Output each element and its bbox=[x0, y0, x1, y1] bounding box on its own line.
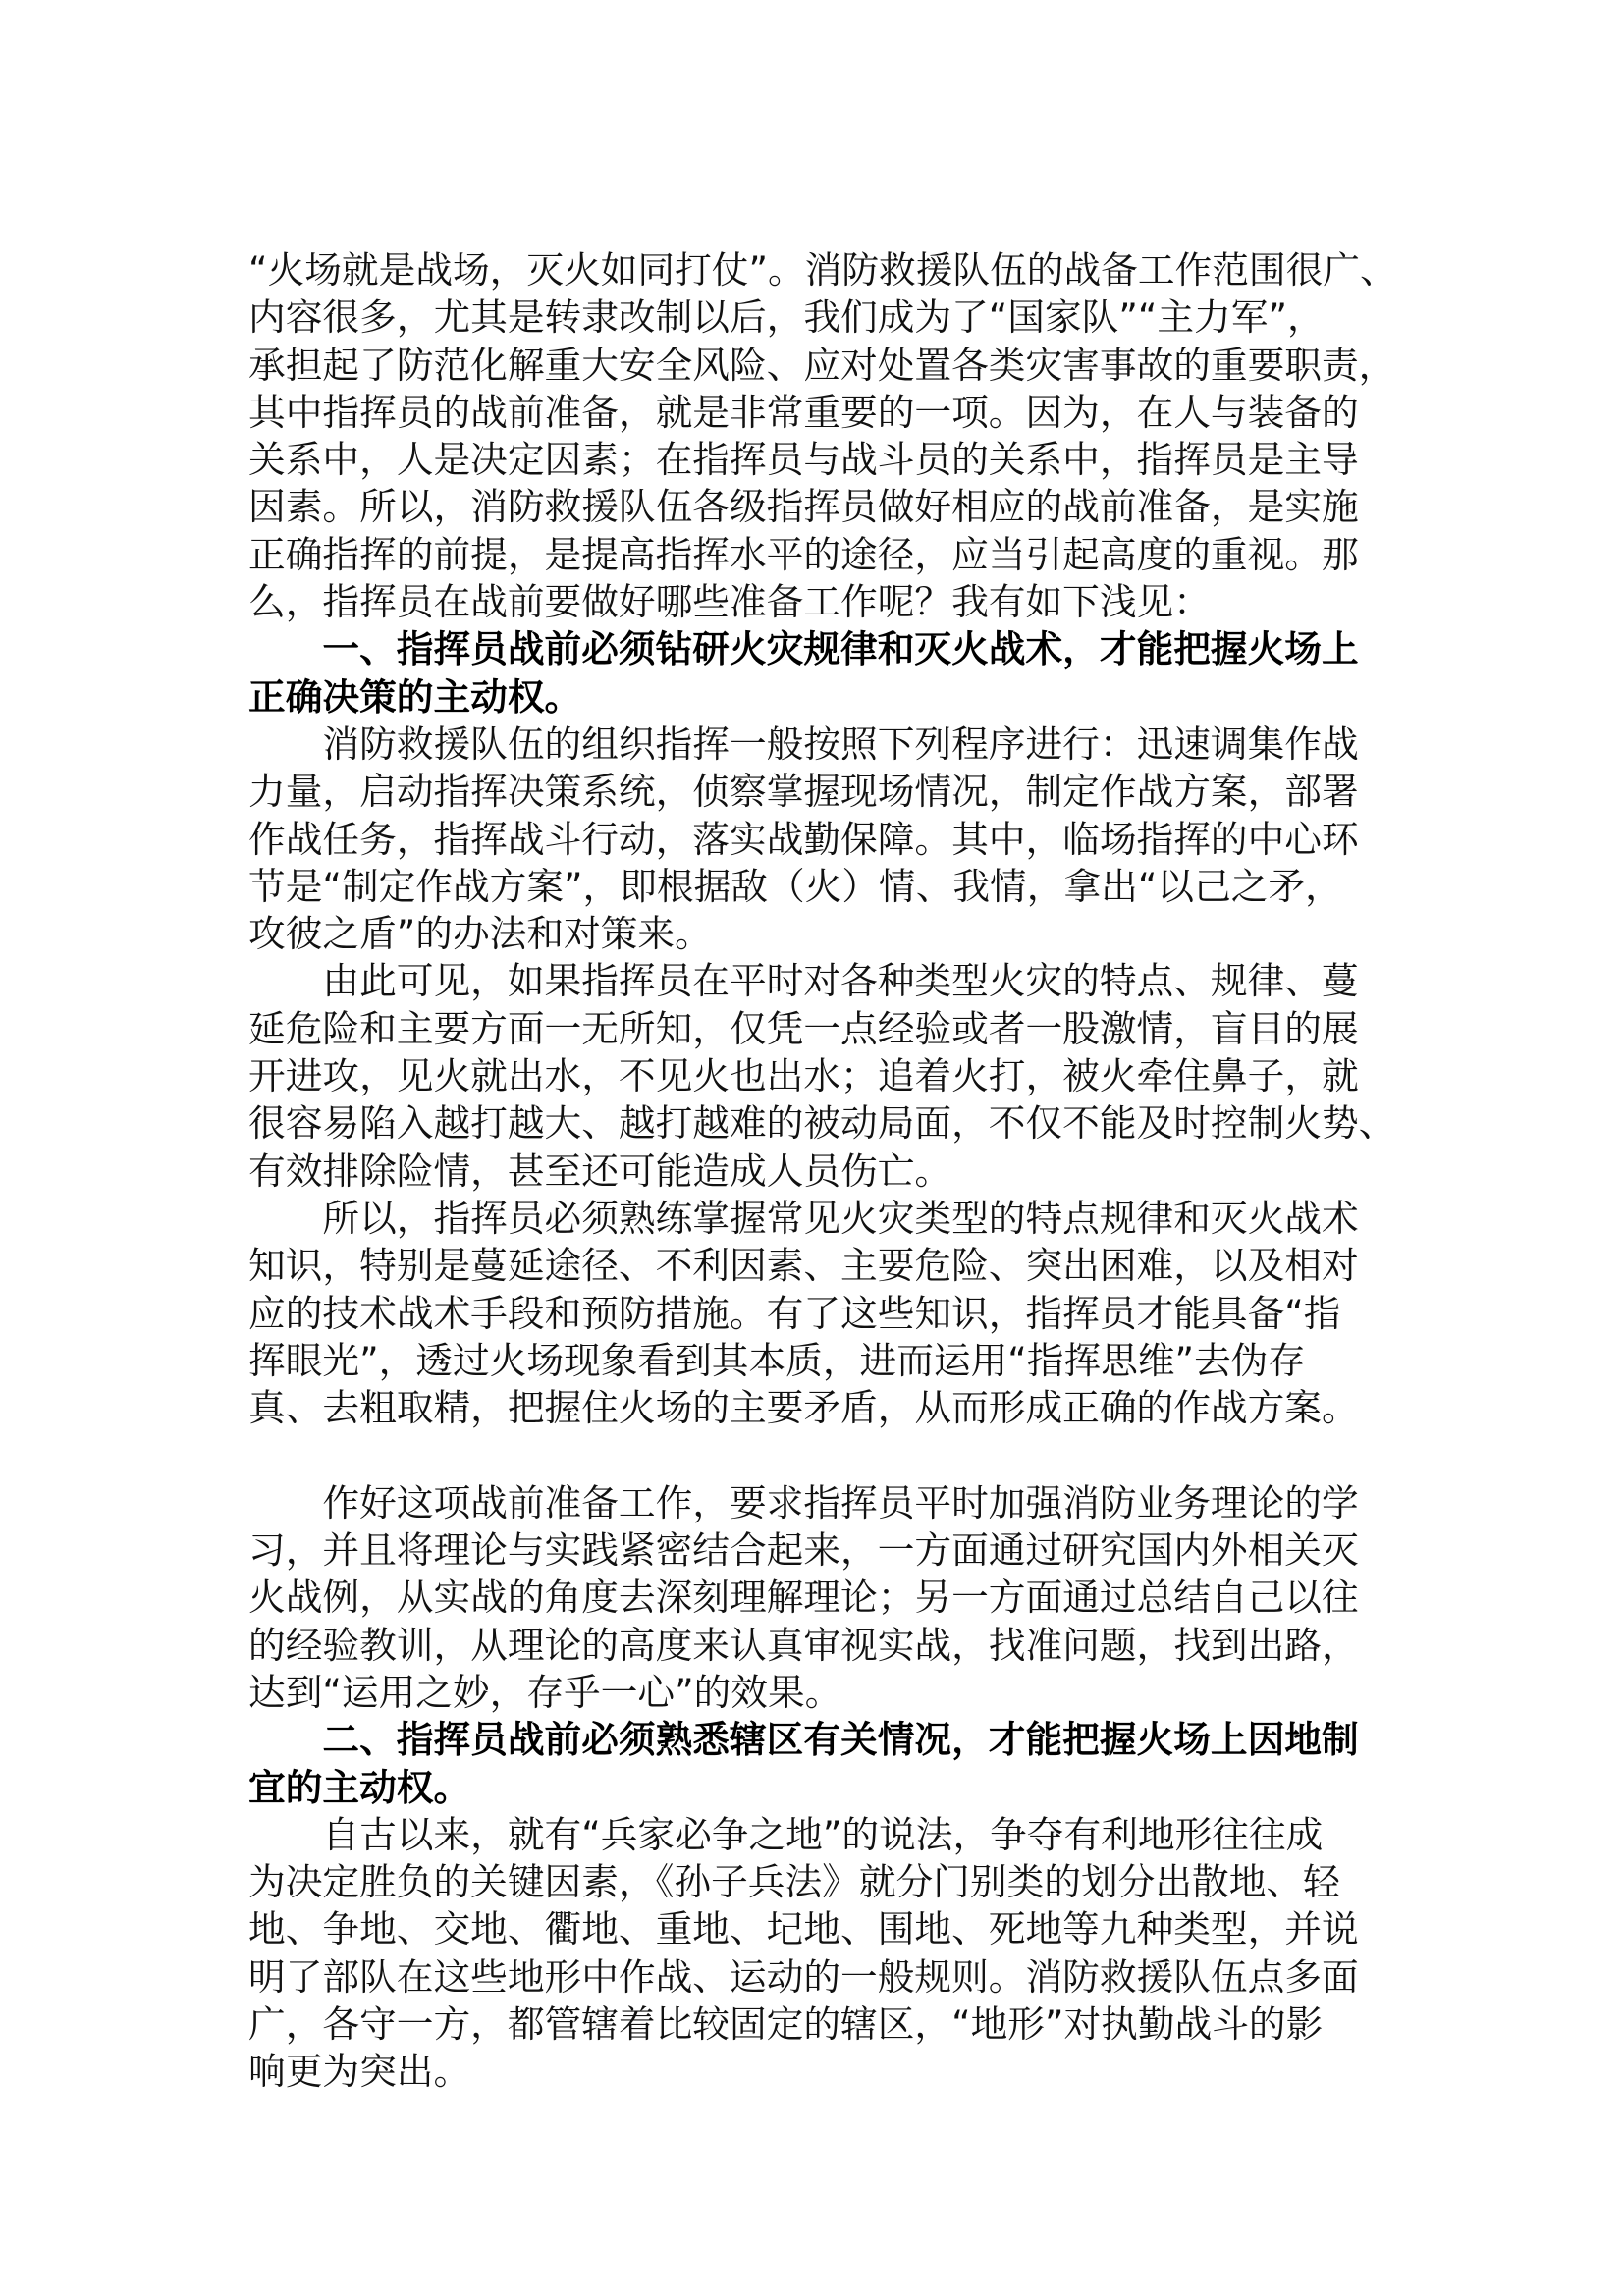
body-paragraph bbox=[248, 721, 1387, 957]
text-line: 所以，指挥员必须熟练掌握常见火灾类型的特点规律和灭火战术 bbox=[322, 1196, 1359, 1240]
text-line: 正确决策的主动权。 bbox=[248, 674, 582, 719]
text-line: 的经验教训，从理论的高度来认真审视实战，找准问题，找到出路， bbox=[248, 1623, 1359, 1667]
body-paragraph bbox=[248, 246, 1397, 625]
text-line: 广，各守一方，都管辖着比较固定的辖区，“地形”对执勤战斗的影 bbox=[248, 2002, 1324, 2046]
text-line: 正确指挥的前提，是提高指挥水平的途径，应当引起高度的重视。那 bbox=[248, 532, 1359, 576]
text-line: 么，指挥员在战前要做好哪些准备工作呢？我有如下浅见： bbox=[248, 580, 1211, 624]
text-line: 内容很多，尤其是转隶改制以后，我们成为了“国家队”“主力军”， bbox=[248, 295, 1325, 340]
text-line: 知识，特别是蔓延途径、不利因素、主要危险、突出困难，以及相对 bbox=[248, 1244, 1359, 1288]
text-line: 作战任务，指挥战斗行动，落实战勤保障。其中，临场指挥的中心环 bbox=[248, 817, 1359, 861]
text-line: 习，并且将理论与实践紧密结合起来，一方面通过研究国内外相关灭 bbox=[248, 1528, 1359, 1573]
text-line: 有效排除险情，甚至还可能造成人员伤亡。 bbox=[248, 1148, 952, 1193]
text-line: 关系中，人是决定因素；在指挥员与战斗员的关系中，指挥员是主导 bbox=[248, 438, 1359, 482]
text-line: 地、争地、交地、衢地、重地、圮地、围地、死地等九种类型，并说 bbox=[248, 1907, 1359, 1951]
text-line: 二、指挥员战前必须熟悉辖区有关情况，才能把握火场上因地制 bbox=[322, 1718, 1359, 1762]
text-line: 延危险和主要方面一无所知，仅凭一点经验或者一股激情，盲目的展 bbox=[248, 1006, 1359, 1050]
text-line: 消防救援队伍的组织指挥一般按照下列程序进行：迅速调集作战 bbox=[322, 721, 1359, 766]
text-line: 为决定胜负的关键因素，《孙子兵法》就分门别类的划分出散地、轻 bbox=[248, 1860, 1340, 1904]
text-line: 由此可见，如果指挥员在平时对各种类型火灾的特点、规律、蔓 bbox=[322, 959, 1359, 1003]
text-line: 达到“运用之妙，存乎一心”的效果。 bbox=[248, 1670, 842, 1714]
body-paragraph bbox=[248, 1195, 1387, 1431]
text-line: 力量，启动指挥决策系统，侦察掌握现场情况，制定作战方案，部署 bbox=[248, 770, 1359, 814]
text-line: 真、去粗取精，把握住火场的主要矛盾，从而形成正确的作战方案。 bbox=[248, 1386, 1359, 1430]
text-line: 宜的主动权。 bbox=[248, 1765, 471, 1809]
document-page bbox=[248, 246, 1397, 2096]
text-line: 挥眼光”，透过火场现象看到其本质，进而运用“指挥思维”去伪存 bbox=[248, 1338, 1306, 1382]
text-line: 开进攻，见火就出水，不见火也出水；追着火打，被火牵住鼻子，就 bbox=[248, 1054, 1359, 1098]
body-paragraph bbox=[248, 1479, 1387, 1716]
text-line: 火战例，从实战的角度去深刻理解理论；另一方面通过总结自己以往 bbox=[248, 1575, 1359, 1620]
body-paragraph bbox=[248, 957, 1396, 1194]
text-line: 承担起了防范化解重大安全风险、应对处置各类灾害事故的重要职责， bbox=[248, 343, 1396, 387]
blank-line bbox=[248, 1431, 1387, 1478]
text-line: 响更为突出。 bbox=[248, 2050, 471, 2094]
text-line: 应的技术战术手段和预防措施。有了这些知识，指挥员才能具备“指 bbox=[248, 1291, 1341, 1335]
text-line: 节是“制定作战方案”，即根据敌（火）情、我情，拿出“以己之矛， bbox=[248, 864, 1342, 908]
text-line: 很容易陷入越打越大、越打越难的被动局面，不仅不能及时控制火势、 bbox=[248, 1101, 1396, 1146]
section-heading bbox=[248, 625, 1387, 721]
text-line: 一、指挥员战前必须钻研火灾规律和灭火战术，才能把握火场上 bbox=[322, 627, 1359, 671]
text-line: “火场就是战场，灭火如同打仗”。消防救援队伍的战备工作范围很广、 bbox=[248, 248, 1397, 292]
text-line: 因素。所以，消防救援队伍各级指挥员做好相应的战前准备，是实施 bbox=[248, 485, 1359, 529]
section-heading bbox=[248, 1716, 1387, 1811]
text-line: 攻彼之盾”的办法和对策来。 bbox=[248, 912, 712, 956]
text-line: 明了部队在这些地形中作战、运动的一般规则。消防救援队伍点多面 bbox=[248, 1954, 1359, 1999]
text-line: 其中指挥员的战前准备，就是非常重要的一项。因为，在人与装备的 bbox=[248, 390, 1359, 434]
body-paragraph bbox=[248, 1811, 1387, 2096]
text-line: 自古以来，就有“兵家必争之地”的说法，争夺有利地形往往成 bbox=[322, 1812, 1324, 1856]
text-line: 作好这项战前准备工作，要求指挥员平时加强消防业务理论的学 bbox=[322, 1480, 1359, 1524]
